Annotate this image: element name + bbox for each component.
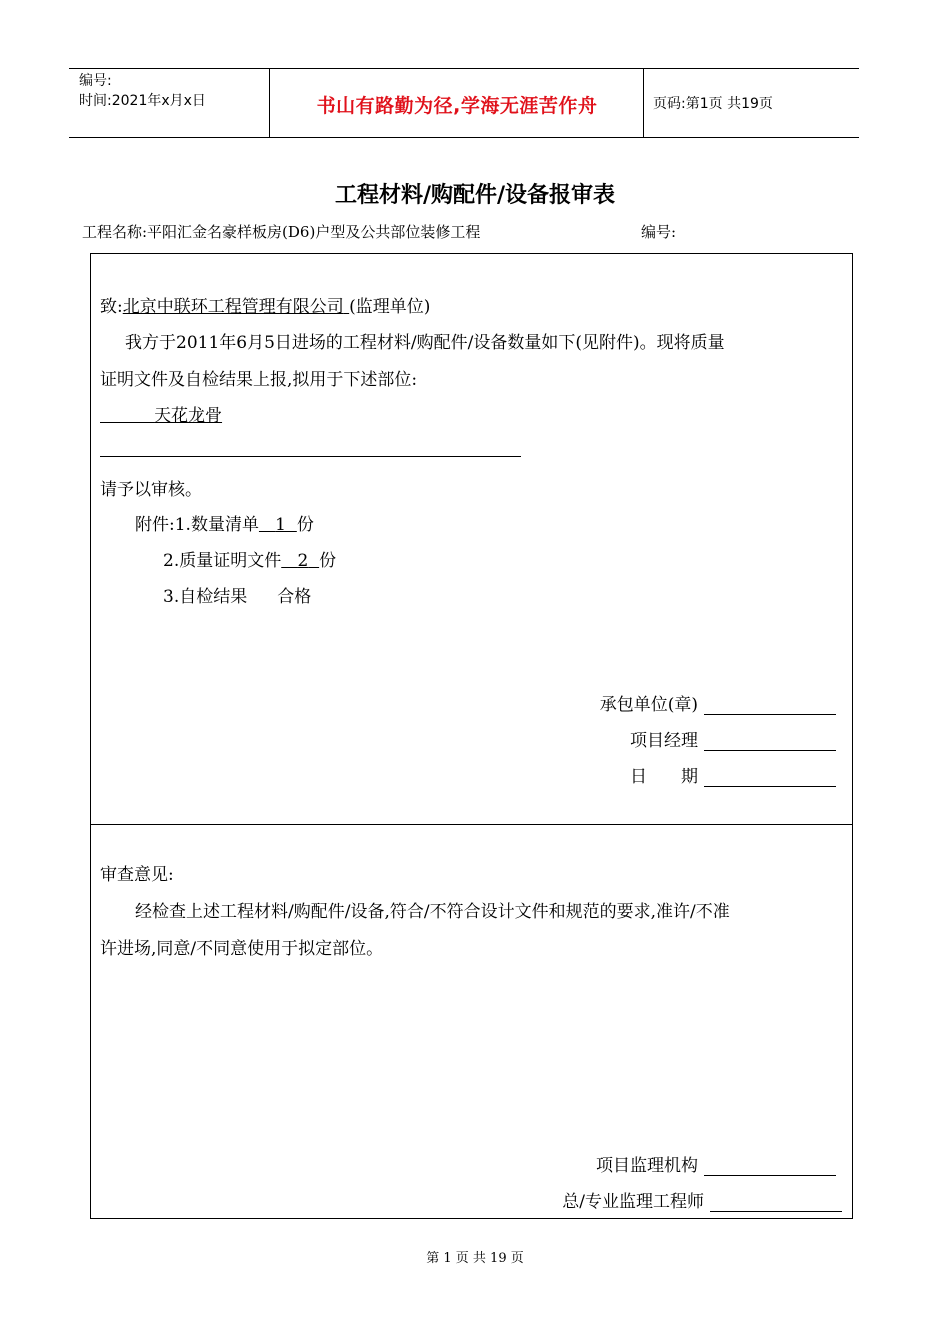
recipient-prefix: 致: — [100, 297, 123, 317]
attachment-1 — [135, 510, 314, 535]
attachment-1-label: 附件:1.数量清单 — [135, 515, 259, 535]
attachment-3 — [163, 582, 311, 607]
contractor-signature-line — [704, 699, 836, 715]
section-divider — [91, 824, 852, 825]
project-name: 工程名称:平阳汇金名豪样板房(D6)户型及公共部位装修工程 — [82, 223, 481, 241]
project-manager-label: 项目经理 — [630, 731, 698, 751]
location-value: 天花龙骨 — [154, 406, 223, 426]
date-signature-line — [704, 771, 836, 787]
chief-engineer-signature — [562, 1187, 842, 1212]
review-label: 审查意见: — [100, 865, 174, 885]
attachment-1-unit: 份 — [296, 515, 314, 535]
attachment-2-label: 2.质量证明文件 — [163, 551, 282, 571]
contractor-signature — [600, 690, 836, 715]
form-title: 工程材料/购配件/设备报审表 — [334, 182, 616, 208]
location-pad — [100, 406, 154, 426]
attachment-2-count: 2 — [297, 551, 309, 571]
attachment-1-count: 1 — [275, 515, 286, 535]
recipient-unit: 北京中联环工程管理有限公司 — [122, 297, 344, 317]
date-field-label: 日 期 — [630, 767, 698, 787]
review-text-line1: 经检查上述工程材料/购配件/设备,符合/不符合设计文件和规范的要求,准许/不准 — [135, 902, 730, 922]
submission-body-line1: 我方于2011年6月5日进场的工程材料/购配件/设备数量如下(见附件)。现将质量 — [125, 333, 725, 353]
header-divider — [643, 69, 644, 137]
page-header — [69, 68, 859, 138]
project-number-label: 编号: — [641, 223, 677, 241]
date-label: 时间:2021年x月x日 — [79, 93, 206, 109]
review-request: 请予以审核。 — [100, 480, 202, 500]
date-signature — [630, 762, 836, 787]
form-box — [90, 253, 853, 1219]
location-line — [100, 401, 222, 426]
blank-location-line — [100, 456, 521, 457]
attachment-2-unit: 份 — [319, 551, 337, 571]
project-manager-signature — [630, 726, 836, 751]
review-text-line2: 许进场,同意/不同意使用于拟定部位。 — [100, 939, 384, 959]
chief-engineer-signature-line — [710, 1196, 842, 1212]
header-meta — [79, 71, 206, 111]
supervision-agency-signature-line — [704, 1160, 836, 1176]
contractor-label: 承包单位(章) — [599, 695, 698, 715]
project-manager-signature-line — [704, 735, 836, 751]
page-footer: 第 1 页 共 19 页 — [426, 1251, 524, 1266]
chief-engineer-label: 总/专业监理工程师 — [562, 1192, 704, 1212]
supervision-agency-label: 项目监理机构 — [596, 1156, 698, 1176]
submission-body-line2: 证明文件及自检结果上报,拟用于下述部位: — [100, 370, 418, 390]
recipient-line — [100, 292, 430, 317]
attachment-3-value: 合格 — [277, 587, 312, 607]
attachment-2 — [163, 546, 336, 571]
page-info: 页码:第1页 共19页 — [653, 96, 773, 112]
header-motto: 书山有路勤为径,学海无涯苦作舟 — [316, 95, 598, 117]
header-divider — [269, 69, 270, 137]
attachment-3-label: 3.自检结果 — [163, 587, 248, 607]
supervision-agency-signature — [596, 1151, 836, 1176]
recipient-suffix: (监理单位) — [349, 297, 431, 317]
doc-number-label: 编号: — [79, 73, 112, 89]
